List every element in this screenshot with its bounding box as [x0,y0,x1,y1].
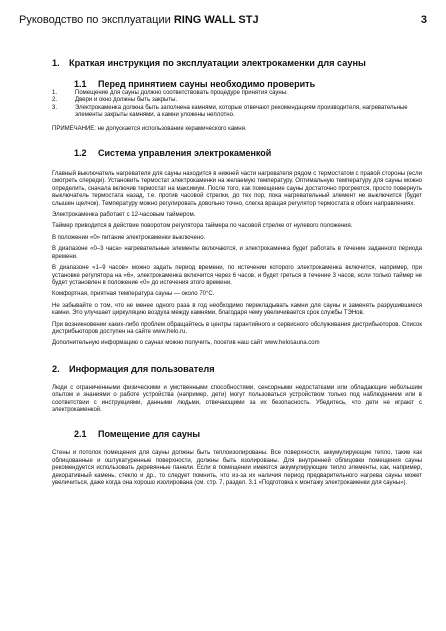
section-2-1-heading [52,429,422,440]
section-1-2-title: Система управления электрокаменкой [98,148,272,159]
list-item-text: Двери и окно должны быть закрыты. [75,97,178,104]
section-1-number: 1. [52,58,60,68]
list-item-text: Электрокаменка должна быть заполнена камнями, которые отвечают рекомендациям производителя, нагревательные элементы закрыты камнями, а камни уложены неплотно. [75,104,408,119]
paragraph: В диапазоне «1–9 часов» можно задать период времени, по истечении которого электрокаменка включится, например, при установке регулятора на «6», электрокаменка включится через 6 часов, и будет греться в течение 3 часов, если только таймер не будет установлен в положение «0» до истечения этого времени. [52,265,422,286]
section-1-1-heading [52,79,422,90]
list-item-text: Помещение для сауны должно соответствовать процедуре принятия сауны. [75,90,288,96]
page-header [19,14,429,28]
section-2-number: 2. [52,363,60,374]
check-list [52,90,422,120]
section-1-2-heading [52,148,422,159]
list-item [52,105,422,120]
paragraph: При возникновении каких-либо проблем обращайтесь в центры гарантийного и сервисного обслуживания дистрибьюторов. Список дистрибьюторов доступен на сайте www.helo.ru. [52,321,422,335]
section-2-title: Информация для пользователя [69,363,215,374]
paragraph: Таймер приводится в действие поворотом регулятора таймера по часовой стрелке от нулевого положения. [52,223,353,230]
paragraph: В положении «0» питание электрокаменки выключено. [52,234,206,241]
header-title-text: Руководство по эксплуатации [19,14,174,26]
paragraph: В диапазоне «0–3 часа» нагревательные элементы включаются, и электрокаменка будет работать в течение заданного периода времени. [52,246,422,260]
section-1-1-number: 1.1 [74,79,87,89]
paragraph: Не забывайте о том, что не менее одного раза в год необходимо перекладывать камни для сауны и заменять разрушившиеся камни. Это улучшает циркуляцию воздуха между камнями, благодаря чему увеличивается срок службы ТЭНов. [52,302,422,317]
section-2-heading [52,364,422,375]
section-1-heading [52,58,422,69]
section-2-1-title: Помещение для сауны [98,429,201,440]
list-item-number: 1. [52,90,58,96]
header-model-name: RING WALL STJ [173,14,259,26]
list-item [52,90,422,97]
header-title [19,14,259,27]
note-text: ПРИМЕЧАНИЕ: не допускается использование керамического камня. [52,125,247,132]
list-item [52,97,422,104]
page-content [52,58,422,487]
list-item-number: 3. [52,104,58,111]
paragraph: Люди с ограниченными физическими и умственными способностями, сенсорными недостатками или обладающие небольшим опытом и знаниями о работе устройства (например, дети) могут пользоваться устройством только под наблюдением или в соответствии с инструкциями, данными людьми, отвечающими за их безопасность. Убедитесь, что дети не играют с электрокаменкой. [52,384,422,413]
paragraph: Электрокаменка работает с 12-часовым таймером. [52,212,196,219]
section-2-1-number: 2.1 [74,429,87,440]
section-1-title: Краткая инструкция по эксплуатации электрокаменки для сауны [69,58,366,68]
list-item-number: 2. [52,97,58,104]
page-number: 3 [420,14,427,26]
paragraph: Комфортная, приятная температура сауны — около 70°C. [52,291,215,298]
section-1-1-title: Перед принятием сауны необходимо проверить [98,79,316,89]
paragraph: Стены и потолок помещения для сауны должны быть теплоизолированы. Все поверхности, аккумулирующие тепло, такие как облицованные и оштукатуренные поверхности, должны быть изолированы. Для внутренней облицовки помещения сауны рекомендуется использовать деревянные панели. Если в помещении имеются аккумулирующие тепло элементы, как, например, декоративный камень, стекло и др., то следует помнить, что из-за их наличия период предварительного нагрева сауны может увеличиться, даже когда она хорошо изолирована (см. стр. 7, раздел. 3.1 «Подготовка к монтажу электрокаменки для сауны»). [52,450,422,486]
paragraph: Главный выключатель нагревателя для сауны находится в нижней части нагревателя рядом с термостатом с правой стороны (если смотреть спереди). Установить термостат электрокаменки на желаемую температуру. Оптимальную температуру для сауны можно определить, сначала включив термостат на максимум. После того, как помещение сауны достаточно прогреется, просто повернуть выключатель термостата назад, т.е. против часовой стрелки, до тех пор, пока нагревательный элемент не выключится (будет слышен щелчок). Температуру можно регулировать довольно точно, слегка вращая регулятор термостата в обоих направлениях. [52,171,422,207]
section-1-2-number: 1.2 [74,148,87,159]
paragraph: Дополнительную информацию о саунах можно получить, посетив наш сайт www.helosauna.com [52,340,320,347]
